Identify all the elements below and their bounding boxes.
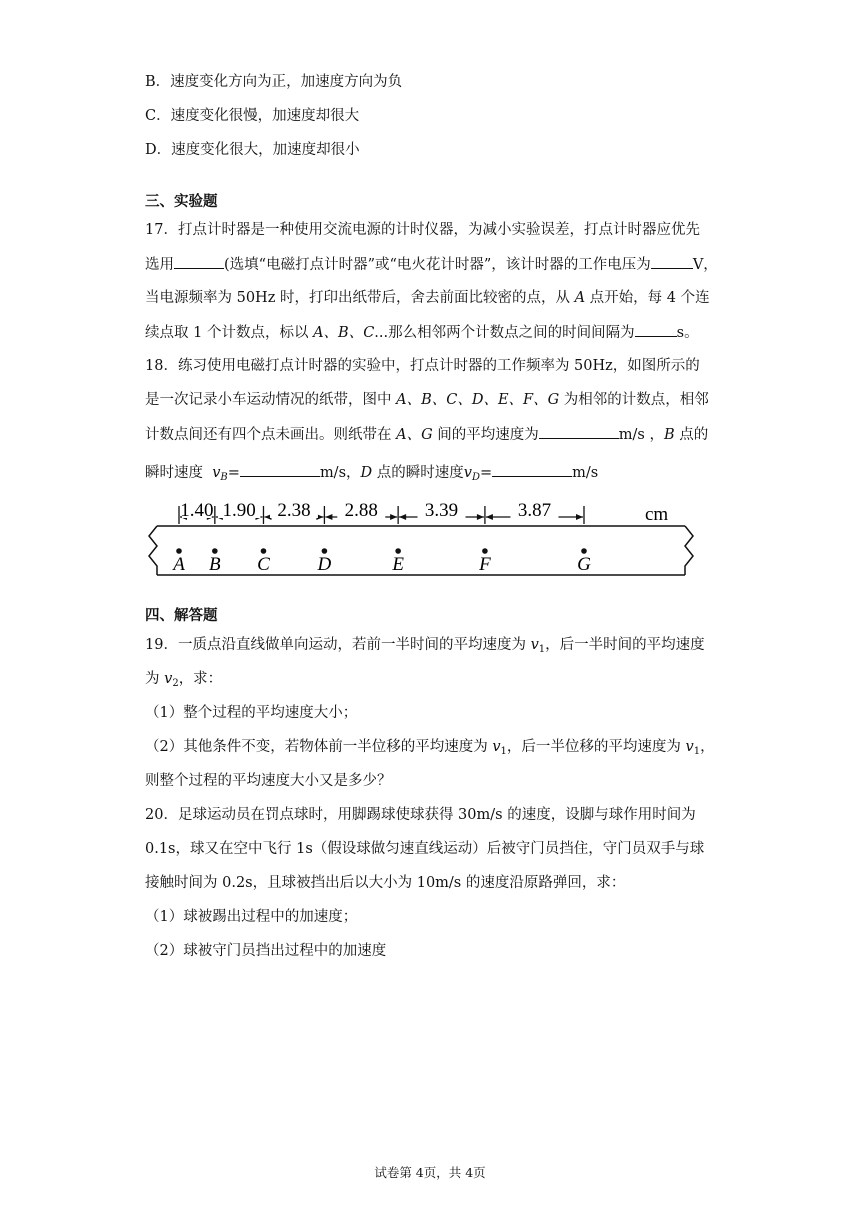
paper-tape-figure <box>145 490 705 580</box>
velocity-symbol: v <box>164 671 173 687</box>
q18-text: m/s <box>572 465 599 481</box>
tape-point-label: B <box>209 554 221 575</box>
q18-line-4 <box>145 462 598 488</box>
q18-text: 间的平均速度为 <box>437 427 539 443</box>
q19-line-1 <box>145 635 705 660</box>
q19-line-2 <box>145 669 222 694</box>
q17-text: 点开始，每 4 个连 <box>589 290 710 306</box>
tape-arrowhead <box>325 514 332 520</box>
q18-text: 点的瞬时速度 <box>376 465 464 481</box>
tape-point-label: G <box>577 554 591 575</box>
tape-point-dot <box>176 548 182 554</box>
tape-point-dot <box>581 548 587 554</box>
q18-point-labels: A、B、C、D、E、F、G <box>396 392 560 408</box>
velocity-subscript: 2 <box>172 678 179 689</box>
tape-arrowhead <box>399 514 406 520</box>
tape-distance-label: 3.39 <box>424 500 459 521</box>
tape-point-dot <box>482 548 488 554</box>
option-c: C．速度变化很慢，加速度却很大 <box>145 108 360 124</box>
q19-text: （2）其他条件不变，若物体前一半位移的平均速度为 <box>145 739 488 755</box>
q19-text: ，后一半位移的平均速度为 <box>506 739 681 755</box>
tape-left-torn-edge <box>149 526 157 575</box>
q18-text: 点的 <box>679 427 709 443</box>
q18-text: 是一次记录小车运动情况的纸带，图中 <box>145 392 392 408</box>
velocity-symbol: v <box>492 739 501 755</box>
tape-point-label: F <box>479 554 491 575</box>
answer-blank[interactable] <box>539 424 619 439</box>
velocity-symbol: v <box>685 739 694 755</box>
q20-sub-2: （2）球被守门员挡出过程中的加速度 <box>145 943 387 959</box>
q19-sub-2-line-2: 则整个过程的平均速度大小又是多少？ <box>145 773 392 789</box>
tape-point-dot <box>212 548 218 554</box>
velocity-subscript: 1 <box>538 644 546 655</box>
q20-line-1: 20．足球运动员在罚点球时，用脚踢球使球获得 30m/s 的速度，设脚与球作用时间为 <box>145 807 696 823</box>
q17-text: 选用 <box>145 257 174 273</box>
q17-line-1: 17．打点计时器是一种使用交流电源的计时仪器，为减小实验误差，打点计时器应优先 <box>145 222 700 238</box>
q18-point-label: B <box>663 427 675 443</box>
q18-text: 计数点间还有四个点未画出。则纸带在 <box>145 427 392 443</box>
q17-point-labels: A、B、C <box>313 325 375 341</box>
q20-sub-1: （1）球被踢出过程中的加速度； <box>145 909 358 925</box>
answer-blank[interactable] <box>240 462 320 477</box>
answer-blank[interactable] <box>635 322 677 337</box>
tape-distance-label: 1.90 <box>222 500 256 521</box>
q19-text: 为 <box>145 671 160 687</box>
q19-text: ，求： <box>178 671 223 687</box>
q19-sub-1: （1）整个过程的平均速度大小； <box>145 705 358 721</box>
answer-blank[interactable] <box>492 462 572 477</box>
q20-line-2: 0.1s，球又在空中飞行 1s（假设球做匀速直线运动）后被守门员挡住，守门员双手与球 <box>145 841 705 857</box>
q18-text: 为相邻的计数点，相邻 <box>563 392 709 408</box>
velocity-symbol: v <box>463 465 472 481</box>
q18-line-3 <box>145 424 708 445</box>
velocity-subscript: B <box>220 472 228 483</box>
q18-line-2 <box>145 390 709 410</box>
section-title-solution: 四、解答题 <box>145 607 218 624</box>
option-d: D．速度变化很大，加速度却很小 <box>145 142 360 158</box>
velocity-symbol: v <box>212 465 221 481</box>
velocity-subscript: D <box>471 472 480 483</box>
q17-text: s。 <box>676 325 699 341</box>
q17-point-label: A <box>574 290 586 306</box>
tape-unit: cm <box>645 504 669 525</box>
option-b: B．速度变化方向为正，加速度方向为负 <box>145 74 403 90</box>
q18-point-label: D <box>360 465 373 481</box>
tape-point-dot <box>322 548 328 554</box>
velocity-subscript: 1 <box>693 746 701 757</box>
q18-text: = <box>480 465 493 481</box>
q17-text: ...那么相邻两个计数点之间的时间间隔为 <box>374 325 635 341</box>
tape-point-label: A <box>173 554 185 575</box>
section-title-experiment: 三、实验题 <box>145 193 218 210</box>
tape-distance-label: 2.88 <box>344 500 378 521</box>
q18-text: = <box>227 465 240 481</box>
tape-point-dot <box>261 548 267 554</box>
velocity-subscript: 1 <box>500 746 507 757</box>
tape-point-label: D <box>317 554 332 575</box>
q17-text: 当电源频率为 50Hz 时，打印出纸带后，舍去前面比较密的点，从 <box>145 290 570 306</box>
tape-arrowhead <box>576 514 583 520</box>
tape-point-dot <box>395 548 401 554</box>
q18-text: m/s， <box>319 465 361 481</box>
answer-blank[interactable] <box>174 254 224 269</box>
q17-text: V， <box>692 257 718 273</box>
q20-line-3: 接触时间为 0.2s，且球被挡出后以大小为 10m/s 的速度沿原路弹回，求： <box>145 875 626 891</box>
answer-blank[interactable] <box>651 254 693 269</box>
q19-text: ， <box>700 739 715 755</box>
tape-right-torn-edge <box>685 526 693 575</box>
q17-line-3 <box>145 288 710 308</box>
q19-text: 19．一质点沿直线做单向运动，若前一半时间的平均速度为 <box>145 637 526 653</box>
q17-text: 续点取 1 个计数点，标以 <box>145 325 309 341</box>
tape-distance-label: 1.40 <box>180 500 214 521</box>
q18-line-1: 18．练习使用电磁打点计时器的实验中，打点计时器的工作频率为 50Hz，如图所示的 <box>145 358 700 374</box>
q18-text: 瞬时速度 <box>145 465 203 481</box>
q19-sub-2 <box>145 737 715 762</box>
tape-distance-label: 2.38 <box>277 500 311 521</box>
tape-distance-label: 3.87 <box>517 500 552 521</box>
velocity-symbol: v <box>530 637 539 653</box>
tape-point-label: E <box>392 554 404 575</box>
q18-point-labels: A、G <box>396 427 433 443</box>
q17-line-4 <box>145 322 699 343</box>
tape-arrowhead <box>477 514 484 520</box>
page-footer: 试卷第 4页，共 4页 <box>374 1165 486 1180</box>
q17-line-2 <box>145 254 718 275</box>
q18-text: m/s ， <box>618 427 664 443</box>
tape-arrowhead <box>390 514 397 520</box>
tape-arrowhead <box>486 514 493 520</box>
tape-point-label: C <box>257 554 270 575</box>
q19-text: ，后一半时间的平均速度 <box>545 637 705 653</box>
q17-text: (选填“电磁打点计时器”或“电火花计时器”，该计时器的工作电压为 <box>224 257 651 273</box>
